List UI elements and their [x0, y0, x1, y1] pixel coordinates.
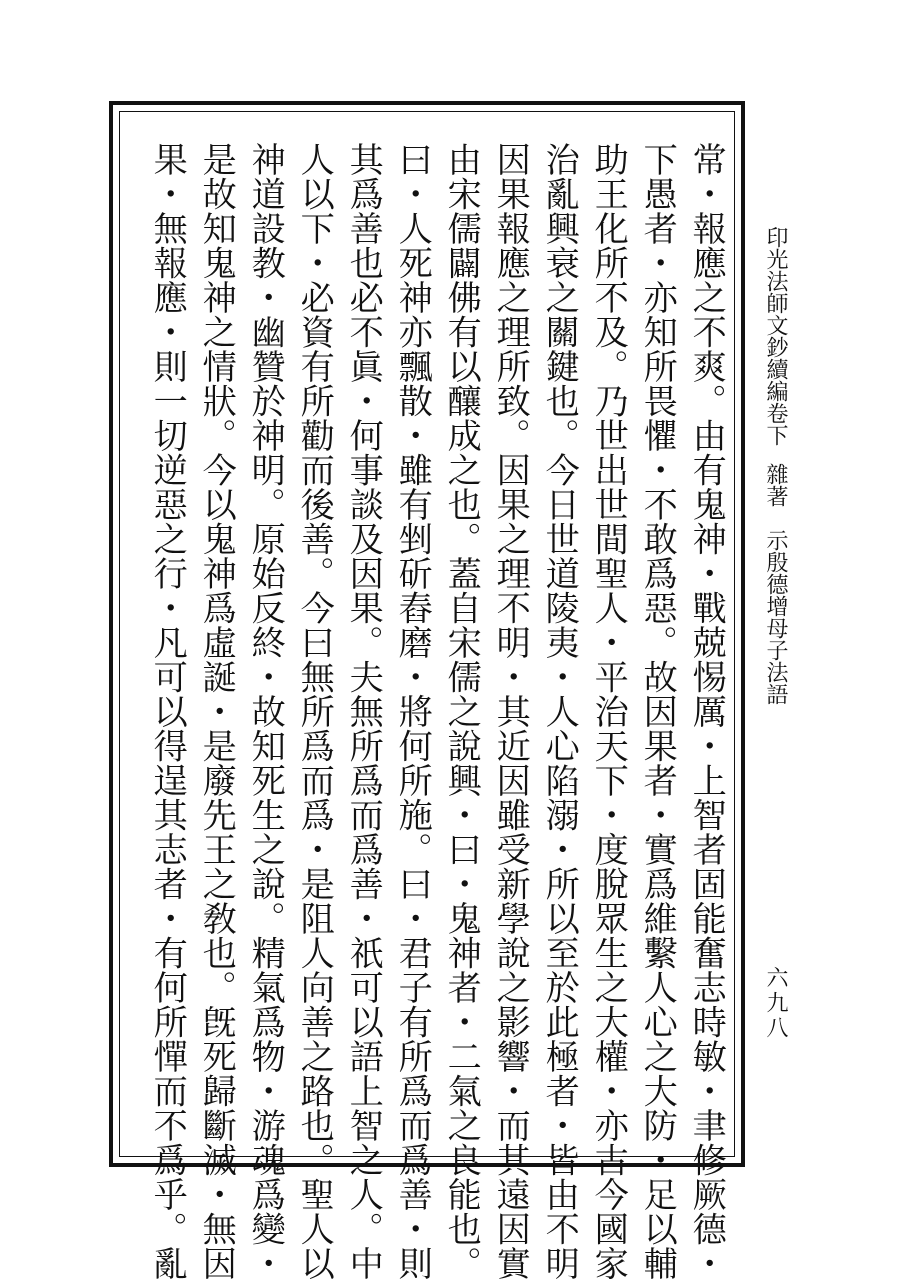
book-title: 印光法師文鈔續編卷下: [763, 226, 788, 446]
text-line: 下愚者・亦知所畏懼・不敢爲惡。故因果者・實爲維繫人心之大防・足以輔: [637, 142, 678, 1281]
text-line: 果・無報應・則一切逆惡之行・凡可以得逞其志者・有何所憚而不爲乎。亂: [147, 142, 188, 1281]
section-label: 雜著: [763, 463, 788, 507]
text-line: 人以下・必資有所勸而後善。今曰無所爲而爲・是阻人向善之路也。聖人以: [294, 142, 335, 1281]
text-line: 因果報應之理所致。因果之理不明・其近因雖受新學說之影響・而其遠因實: [490, 142, 531, 1281]
text-line: 治亂興衰之關鍵也。今日世道陵夷・人心陷溺・所以至於此極者・皆由不明: [539, 142, 580, 1281]
text-line: 是故知鬼神之情狀。今以鬼神爲虛誕・是廢先王之敎也。旣死歸斷滅・無因: [196, 142, 237, 1281]
article-title: 示殷德增母子法語: [763, 529, 788, 705]
text-line: 其爲善也必不眞・何事談及因果。夫無所爲而爲善・祇可以語上智之人。中: [343, 142, 384, 1281]
text-line: 曰・人死神亦飄散・雖有剉斫舂磨・將何所施。曰・君子有所爲而爲善・則: [392, 142, 433, 1281]
text-line: 由宋儒闢佛有以釀成之也。蓋自宋儒之說興・曰・鬼神者・二氣之良能也。: [441, 142, 482, 1281]
page-number: 六九八: [763, 966, 788, 1041]
text-line: 神道設教・幽贊於神明。原始反終・故知死生之說。精氣爲物・游魂爲變・: [245, 142, 286, 1281]
text-line: 常・報應之不爽。由有鬼神・戰兢惕厲・上智者固能奮志時敏・聿修厥德・: [686, 142, 727, 1281]
text-line: 助王化所不及。乃世出世間聖人・平治天下・度脫眾生之大權・亦古今國家: [588, 142, 629, 1281]
